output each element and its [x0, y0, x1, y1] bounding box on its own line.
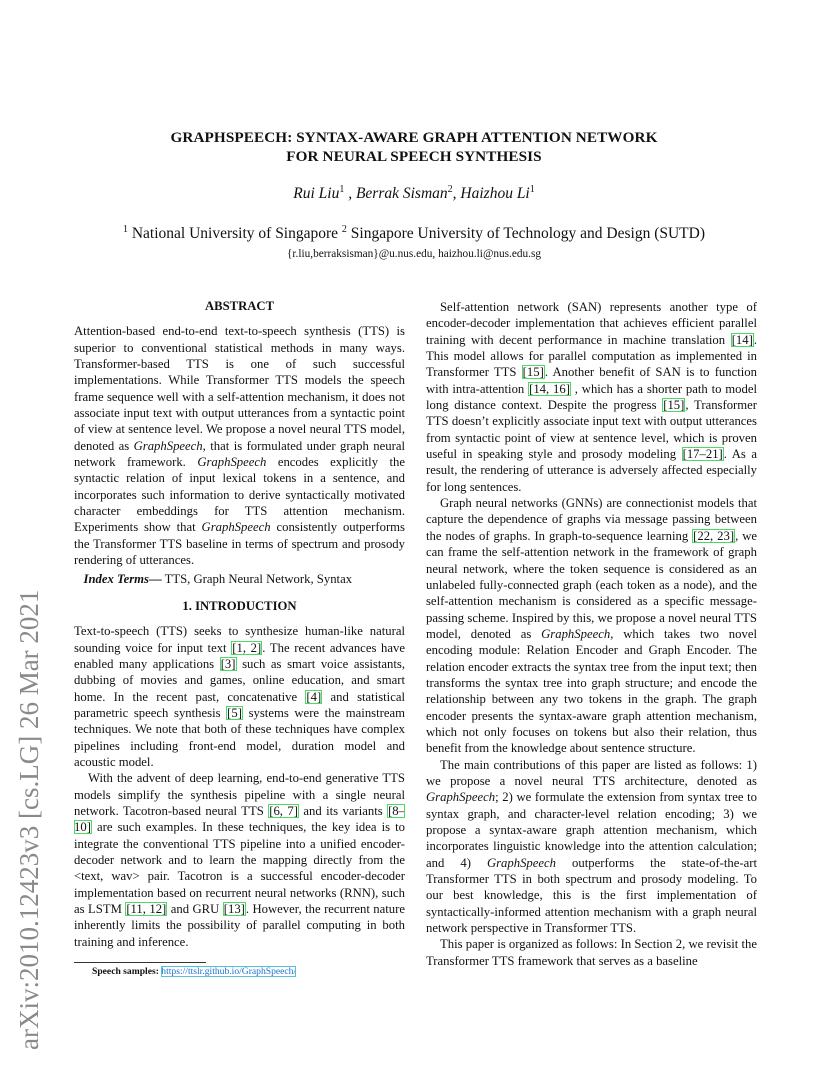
intro-paragraph: With the advent of deep learning, end-to-end generative TTS models simplify the synthesis pipeline with a single neural network. Tacotron-based neural TTS [6, 7] and its variants [8–10] are such examples. In these techniques, the key idea is to integrate the conventional TTS pipeline into a unified encoder-decoder network and to learn the mapping directly from the <text, wav> pair. Tacotron is a successful encoder-decoder implementation based on recurrent neural networks (RNN), such as LSTM [11, 12] and GRU [13]. However, the recurrent nature inherently limits the possibility of parallel computing in both training and inference. — [74, 771, 406, 949]
author-name: Rui Liu — [293, 185, 340, 203]
intro-paragraph: Text-to-speech (TTS) seeks to synthesize human-like natural sounding voice for input text [1, 2]. The recent advances have enabled many applications [3] such as smart voice assistants, dubbing of movies and games, online education, and smart home. In the recent past, concatenative [4] and statistical parametric speech synthesis [5] systems were the mainstream techniques. We note that both of these techniques have complex pipelines including front-end model, duration model and acoustic model. — [74, 624, 406, 769]
title-line-1: GRAPHSPEECH: SYNTAX-AWARE GRAPH ATTENTION NETWORK — [170, 129, 658, 146]
author-name: Haizhou Li — [460, 185, 530, 203]
author-list: Rui Liu$^1$ , Berrak Sisman$^2$, Haizhou Li$^1$ — [293, 184, 535, 203]
paper-title — [0, 128, 828, 166]
author-sup: 2 — [447, 184, 453, 195]
abstract-body: Attention-based end-to-end text-to-speech synthesis (TTS) is superior to conventional statistical methods in many ways. Transformer-based TTS is one of such successful implementations. While Transformer TTS models the speech frame sequence well with a self-attention mechanism, it does not associate input text with output utterances from a syntactic point of view at sentence level. We propose a novel neural TTS model, denoted as GraphSpeech, that is formulated under graph neural network framework. GraphSpeech encodes explicitly the syntactic relation of input lexical tokens in a sentence, and incorporates such information to derive syntactically motivated character embeddings for TTS attention mechanism. Experiments show that GraphSpeech consistently outperforms the Transformer TTS baseline in terms of spectrum and prosody rendering of utterances. — [74, 324, 405, 568]
affil-org: National University of Singapore — [131, 225, 339, 243]
author-sup: 1 — [339, 184, 345, 195]
index-terms: Index Terms— TTS, Graph Neural Network, Syntax — [83, 571, 353, 586]
affil-org: Singapore University of Technology and Design (SUTD) — [350, 225, 706, 243]
affil-sup: 2 — [341, 224, 347, 235]
intro-heading: 1. INTRODUCTION — [182, 598, 297, 613]
author-emails: {r.liu,berraksisman}@u.nus.edu, haizhou.li@nus.edu.sg — [286, 248, 542, 260]
footnote-rule — [74, 962, 206, 963]
abstract-heading: ABSTRACT — [204, 299, 275, 313]
intro-paragraph: Self-attention network (SAN) represents another type of encoder-decoder implementation that achieves efficient parallel training with decent performance in machine translation [14]. This model allows for parallel computation as implemented in Transformer TTS [15]. Another benefit of SAN is to function with intra-attention [14, 16] , which has a shorter path to model long distance context. Despite the progress [15], Transformer TTS doesn’t explicitly associate input text with output utterances from syntactic point of view at sentence level, which is proven useful in speaking style and prosody modeling [17–21]. As a result, the rendering of utterance is adversely affected especially for long sentences. — [426, 300, 758, 494]
speech-samples-link[interactable]: https://ttslr.github.io/GraphSpeech/ — [161, 966, 297, 977]
intro-paragraph: The main contributions of this paper are listed as follows: 1) we propose a novel neural TTS architecture, denoted as GraphSpeech; 2) we formulate the extension from syntax tree to syntax graph, and character-level relation encoding; 3) we propose a syntax-aware graph attention mechanism, which incorporates linguistic knowledge into the attention calculation; and 4) GraphSpeech outperforms the state-of-the-art Transformer TTS in both spectrum and prosody modeling. To our best knowledge, this is the first implementation of syntactically-informed attention mechanism with a graph neural network perspective in Transformer TTS. — [426, 757, 757, 936]
left-column — [74, 298, 405, 950]
affil-sup: 1 — [122, 224, 128, 235]
footnote-label: Speech samples: — [92, 966, 159, 977]
right-column — [426, 299, 757, 969]
intro-paragraph: Graph neural networks (GNNs) are connectionist models that capture the dependence of graphs via message passing between the nodes of graphs. In graph-to-sequence learning [22, 23], we can frame the self-attention network in the framework of graph neural network, where the token sequence is considered as an unlabeled fully-connected graph (each token as a node), and the self-attention mechanism is considered as a specific message-passing scheme. Inspired by this, we propose a novel neural TTS model, denoted as GraphSpeech, which takes two novel encoding module: Relation Encoder and Graph Encoder. The relation encoder extracts the syntax tree from the input text; then transforms the syntax tree into graph structure; and encode the relationship between any two tokens in the graph. The graph encoder presents the syntax-aware graph attention mechanism, which not only focuses on tokens but also their relation, thus benefit from the knowledge about sentence structure. — [426, 496, 758, 756]
author-name: Berrak Sisman — [355, 185, 448, 203]
affiliations — [0, 224, 828, 243]
author-sup: 1 — [529, 184, 535, 195]
intro-paragraph: This paper is organized as follows: In Section 2, we revisit the Transformer TTS framework that serves as a baseline — [426, 937, 757, 968]
title-line-2: FOR NEURAL SPEECH SYNTHESIS — [286, 148, 542, 165]
footnote — [92, 966, 296, 977]
arxiv-watermark: arXiv:2010.12423v3 [cs.LG] 26 Mar 2021 — [14, 589, 44, 1050]
